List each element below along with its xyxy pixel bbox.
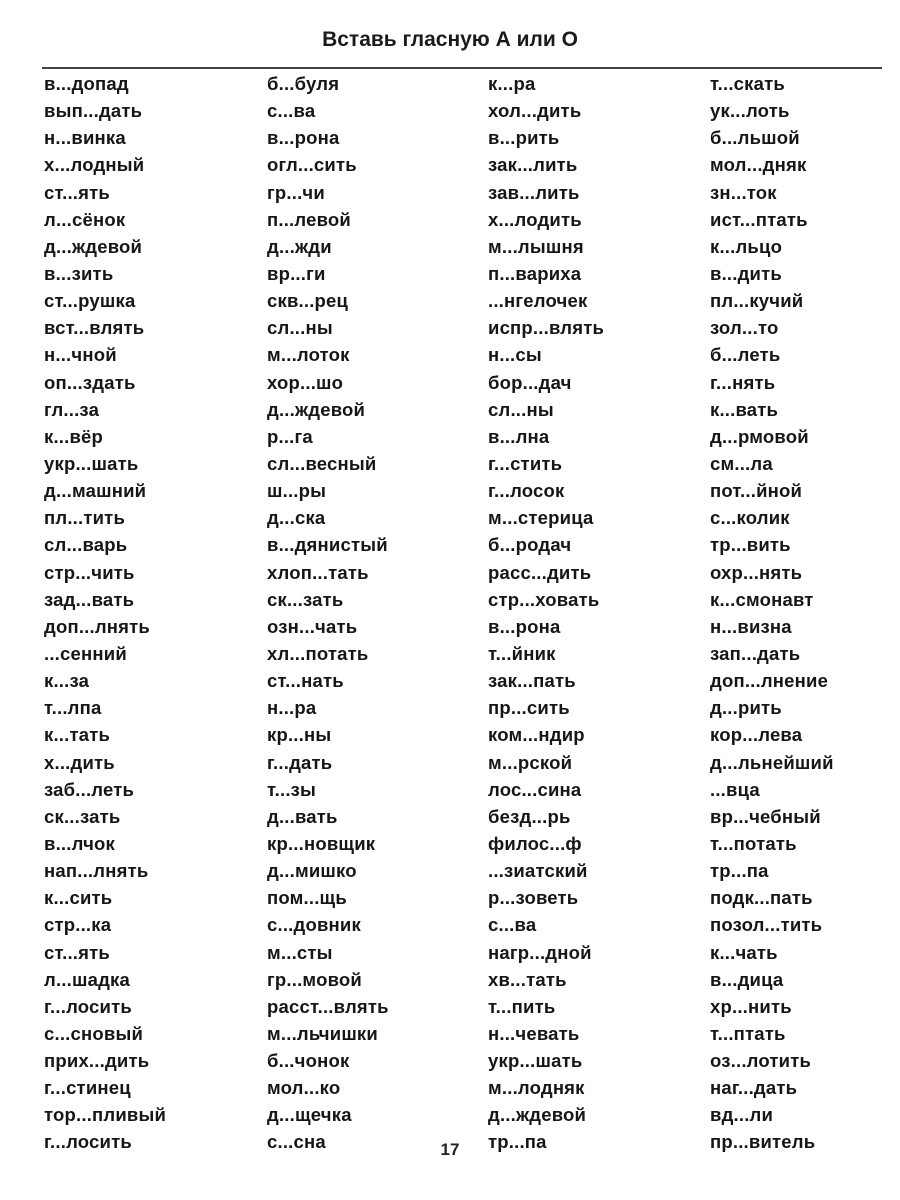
word-item: р...зоветь <box>488 887 579 909</box>
word-item: пр...сить <box>488 697 570 719</box>
word-item: зн...ток <box>710 181 777 203</box>
word-item: нагр...дной <box>488 941 592 963</box>
word-item: с...сновый <box>44 1022 144 1044</box>
word-item: к...вать <box>710 398 779 420</box>
word-item: х...лодный <box>44 154 145 176</box>
word-grid <box>0 70 900 1156</box>
word-item: н...винка <box>44 127 126 149</box>
word-item: д...мишко <box>267 860 357 882</box>
word-item: нап...лнять <box>44 860 149 882</box>
word-item: к...ра <box>488 73 536 94</box>
word-item: м...лышня <box>488 235 584 257</box>
word-item: х...дить <box>44 751 115 773</box>
word-row <box>0 531 900 558</box>
word-item: прих...дить <box>44 1050 150 1072</box>
word-item: оп...здать <box>44 371 136 393</box>
word-item: д...рить <box>710 697 782 719</box>
word-item: б...льшой <box>710 127 800 149</box>
word-item: зад...вать <box>44 588 135 610</box>
word-item: т...скать <box>710 73 785 94</box>
word-item: пот...йной <box>710 480 803 502</box>
word-item: доп...лнять <box>44 615 150 637</box>
word-item: вр...ги <box>267 262 326 284</box>
word-item: ком...ндир <box>488 724 585 746</box>
word-item: г...лосить <box>44 1131 132 1153</box>
word-item: ск...зать <box>267 588 344 610</box>
word-item: т...потать <box>710 832 797 854</box>
word-item: сл...весный <box>267 452 377 474</box>
word-item: хор...шо <box>267 371 344 393</box>
word-item: кор...лева <box>710 724 803 746</box>
word-item: хр...нить <box>710 995 792 1017</box>
word-item: ст...ять <box>44 181 110 203</box>
word-item: сл...варь <box>44 534 128 556</box>
word-row <box>0 97 900 124</box>
word-item: подк...пать <box>710 887 813 909</box>
page-header <box>0 18 900 54</box>
word-item: озн...чать <box>267 615 358 637</box>
title-rule <box>42 67 882 69</box>
word-item: зак...пать <box>488 670 576 692</box>
word-item: сл...ны <box>488 398 554 420</box>
word-item: филос...ф <box>488 832 582 854</box>
word-row <box>0 179 900 206</box>
word-item: бор...дач <box>488 371 572 393</box>
word-item: к...льцо <box>710 235 783 257</box>
word-row <box>0 857 900 884</box>
word-item: п...вариха <box>488 262 582 284</box>
word-item: тор...пливый <box>44 1104 167 1126</box>
word-item: в...рить <box>488 127 560 149</box>
word-item: в...дить <box>710 262 782 284</box>
word-item: тр...вить <box>710 534 791 556</box>
word-row <box>0 369 900 396</box>
word-item: м...лодняк <box>488 1077 585 1099</box>
page-title: Вставь гласную А или О <box>322 28 578 51</box>
word-row <box>0 613 900 640</box>
word-item: зав...лить <box>488 181 580 203</box>
word-item: в...рона <box>488 615 561 637</box>
word-item: пл...тить <box>44 507 126 529</box>
word-item: к...вёр <box>44 425 104 447</box>
word-item: сл...ны <box>267 317 333 339</box>
word-item: д...щечка <box>267 1104 352 1126</box>
word-item: в...лна <box>488 425 550 447</box>
word-row <box>0 124 900 151</box>
word-item: ист...птать <box>710 208 808 230</box>
word-item: пл...кучий <box>710 290 804 312</box>
word-item: к...тать <box>44 724 111 746</box>
word-item: лос...сина <box>488 778 582 800</box>
word-item: расс...дить <box>488 561 592 583</box>
word-item: д...машний <box>44 480 147 502</box>
word-row <box>0 260 900 287</box>
word-item: охр...нять <box>710 561 803 583</box>
word-row <box>0 70 900 97</box>
word-item: зак...лить <box>488 154 578 176</box>
word-row <box>0 423 900 450</box>
word-item: в...лчок <box>44 832 115 854</box>
word-item: д...ждевой <box>488 1104 587 1126</box>
word-item: наг...дать <box>710 1077 798 1099</box>
word-item: безд...рь <box>488 805 571 827</box>
word-item: т...лпа <box>44 697 102 719</box>
word-item: м...льчишки <box>267 1022 378 1044</box>
word-item: вст...влять <box>44 317 145 339</box>
word-item: н...чевать <box>488 1022 580 1044</box>
word-row <box>0 640 900 667</box>
word-item: п...левой <box>267 208 351 230</box>
word-row <box>0 314 900 341</box>
word-item: гр...чи <box>267 181 325 203</box>
word-row <box>0 939 900 966</box>
word-item: б...родач <box>488 534 572 556</box>
word-row <box>0 151 900 178</box>
word-item: с...ва <box>267 100 316 122</box>
word-item: тр...па <box>488 1131 547 1153</box>
word-item: д...ждевой <box>44 235 143 257</box>
word-item: к...чать <box>710 941 778 963</box>
word-item: в...рона <box>267 127 340 149</box>
word-item: с...сна <box>267 1131 326 1153</box>
word-item: стр...ка <box>44 914 112 936</box>
word-row <box>0 749 900 776</box>
word-row <box>0 287 900 314</box>
word-item: т...пить <box>488 995 556 1017</box>
word-item: в...дянистый <box>267 534 388 556</box>
word-item: тр...па <box>710 860 769 882</box>
word-item: мол...дняк <box>710 154 807 176</box>
word-item: д...ждевой <box>267 398 366 420</box>
word-item: г...лосок <box>488 480 565 502</box>
word-item: ...вца <box>710 778 760 800</box>
word-item: доп...лнение <box>710 670 829 692</box>
word-item: д...льнейший <box>710 751 834 773</box>
word-item: оз...лотить <box>710 1050 812 1072</box>
word-item: ск...зать <box>44 805 121 827</box>
word-item: х...лодить <box>488 208 582 230</box>
word-item: ...сенний <box>44 642 127 664</box>
word-item: г...лосить <box>44 995 132 1017</box>
word-row <box>0 396 900 423</box>
word-row <box>0 884 900 911</box>
word-item: к...сить <box>44 887 113 909</box>
word-item: в...допад <box>44 73 129 94</box>
word-item: н...визна <box>710 615 792 637</box>
word-row <box>0 206 900 233</box>
word-item: м...стерица <box>488 507 594 529</box>
word-item: ...зиатский <box>488 860 588 882</box>
word-item: г...нять <box>710 371 776 393</box>
word-row <box>0 1074 900 1101</box>
word-item: хл...потать <box>267 642 369 664</box>
word-item: скв...рец <box>267 290 349 312</box>
word-item: т...йник <box>488 642 556 664</box>
word-row <box>0 993 900 1020</box>
word-item: д...вать <box>267 805 338 827</box>
word-item: укр...шать <box>44 452 139 474</box>
word-item: расст...влять <box>267 995 389 1017</box>
word-item: гр...мовой <box>267 968 362 990</box>
word-row <box>0 966 900 993</box>
word-item: вд...ли <box>710 1104 774 1126</box>
word-item: пом...щь <box>267 887 347 909</box>
word-item: ст...нать <box>267 670 344 692</box>
word-row <box>0 1020 900 1047</box>
word-item: огл...сить <box>267 154 357 176</box>
word-item: гл...за <box>44 398 100 420</box>
word-row <box>0 477 900 504</box>
word-item: укр...шать <box>488 1050 583 1072</box>
word-item: т...птать <box>710 1022 786 1044</box>
word-row <box>0 694 900 721</box>
word-item: б...чонок <box>267 1050 350 1072</box>
word-row <box>0 504 900 531</box>
word-item: б...буля <box>267 73 340 94</box>
word-item: к...за <box>44 670 90 692</box>
word-item: кр...новщик <box>267 832 376 854</box>
word-row <box>0 667 900 694</box>
word-item: ст...рушка <box>44 290 136 312</box>
word-item: зап...дать <box>710 642 801 664</box>
word-row <box>0 721 900 748</box>
word-item: д...ска <box>267 507 326 529</box>
word-item: позол...тить <box>710 914 823 936</box>
word-item: ...нгелочек <box>488 290 588 312</box>
word-item: р...га <box>267 425 313 447</box>
word-row <box>0 1047 900 1074</box>
word-item: л...сёнок <box>44 208 126 230</box>
word-item: к...смонавт <box>710 588 814 610</box>
word-row <box>0 559 900 586</box>
word-item: в...дица <box>710 968 784 990</box>
word-item: см...ла <box>710 452 773 474</box>
word-item: м...лоток <box>267 344 350 366</box>
word-row <box>0 911 900 938</box>
word-item: б...леть <box>710 344 781 366</box>
word-item: кр...ны <box>267 724 332 746</box>
word-item: ук...лоть <box>710 100 790 122</box>
word-item: вр...чебный <box>710 805 821 827</box>
word-item: стр...чить <box>44 561 135 583</box>
word-item: л...шадка <box>44 968 130 990</box>
word-item: вып...дать <box>44 100 143 122</box>
word-item: с...ва <box>488 914 537 936</box>
word-item: м...рской <box>488 751 573 773</box>
word-row <box>0 341 900 368</box>
word-item: н...чной <box>44 344 117 366</box>
word-item: ш...ры <box>267 480 327 502</box>
word-item: с...довник <box>267 914 361 936</box>
word-item: т...зы <box>267 778 317 800</box>
word-item: хлоп...тать <box>267 561 369 583</box>
word-row <box>0 1101 900 1128</box>
word-item: заб...леть <box>44 778 135 800</box>
word-item: н...ра <box>267 697 317 719</box>
word-item: д...рмовой <box>710 425 809 447</box>
word-item: стр...ховать <box>488 588 600 610</box>
word-item: хв...тать <box>488 968 567 990</box>
word-item: в...зить <box>44 262 114 284</box>
word-item: д...жди <box>267 235 332 257</box>
word-row <box>0 450 900 477</box>
word-item: г...стить <box>488 452 563 474</box>
word-item: м...сты <box>267 941 333 963</box>
word-row <box>0 830 900 857</box>
word-item: пр...витель <box>710 1131 816 1153</box>
word-item: г...стинец <box>44 1077 131 1099</box>
word-item: н...сы <box>488 344 542 366</box>
word-item: ст...ять <box>44 941 110 963</box>
word-row <box>0 233 900 260</box>
word-row <box>0 803 900 830</box>
page-number: 17 <box>440 1140 460 1159</box>
word-item: зол...то <box>710 317 779 339</box>
word-row <box>0 776 900 803</box>
word-row <box>0 586 900 613</box>
word-item: испр...влять <box>488 317 605 339</box>
word-item: хол...дить <box>488 100 582 122</box>
word-item: мол...ко <box>267 1077 341 1099</box>
word-item: с...колик <box>710 507 790 529</box>
word-item: г...дать <box>267 751 333 773</box>
